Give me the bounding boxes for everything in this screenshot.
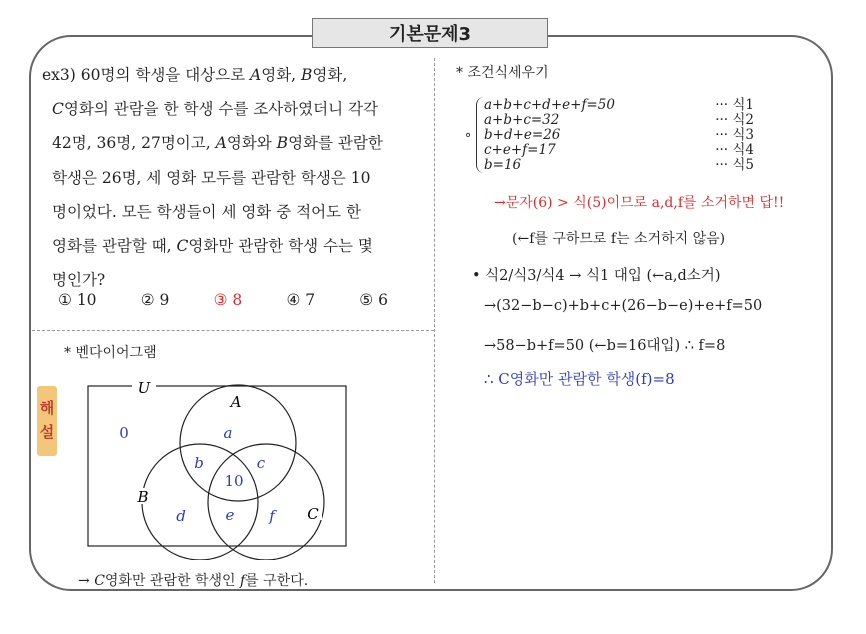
problem-line: C영화의 관람을 한 학생 수를 조사하였더니 각각: [52, 100, 378, 119]
choice-5[interactable]: ⑤ 6: [359, 291, 388, 309]
solution-badge: 해 설: [37, 386, 57, 456]
equation-row: a+b+c=32 ··· 식2: [484, 112, 754, 128]
region-d: d: [176, 507, 186, 525]
region-outside: 0: [119, 424, 129, 442]
problem-line: 42명, 36명, 27명이고, A영화와 B영화를 관람한: [52, 134, 383, 153]
region-e: e: [225, 506, 235, 524]
region-a: a: [223, 424, 233, 442]
problem-line: 명이었다. 모든 학생들이 세 영화 중 적어도 한: [52, 202, 361, 221]
region-center: 10: [224, 472, 244, 490]
equation-system: [484, 98, 754, 173]
expanded-equation: →(32−b−c)+b+c+(26−b−e)+e+f=50: [484, 298, 763, 314]
choice-4[interactable]: ④ 7: [286, 291, 316, 309]
problem-line: 명인가?: [52, 271, 106, 290]
final-answer: ∴ C영화만 관람한 학생(f)=8: [484, 370, 675, 388]
equation-row: b+d+e=26 ··· 식3: [484, 127, 754, 143]
set-b-label: B: [137, 488, 149, 506]
set-c-circle: [208, 444, 324, 560]
region-c: c: [256, 454, 266, 472]
horizontal-divider: [32, 330, 434, 331]
set-a-label: A: [230, 393, 242, 411]
set-c-label: C: [307, 505, 319, 523]
problem-line: ex3) 60명의 학생을 대상으로 A영화, B영화,: [42, 66, 348, 84]
vertical-divider: [434, 58, 435, 583]
page-title: 기본문제3: [312, 18, 548, 48]
keep-f-note: (←f를 구하므로 f는 소거하지 않음): [512, 231, 726, 247]
problem-line: 영화를 관람할 때, C영화만 관람한 학생 수는 몇: [52, 237, 373, 256]
venn-caption: → C영화만 관람한 학생인 f를 구한다.: [78, 573, 309, 589]
solution-heading: * 조건식세우기: [456, 65, 549, 81]
substitution-step: • 식2/식3/식4 → 식1 대입 (←a,d소거): [472, 268, 721, 284]
choice-2[interactable]: ② 9: [140, 291, 170, 309]
answer-choices: [58, 291, 388, 309]
equation-row: a+b+c+d+e+f=50 ··· 식1: [484, 97, 754, 113]
choice-1[interactable]: ① 10: [58, 291, 97, 309]
region-f: f: [269, 507, 275, 525]
region-b: b: [194, 454, 204, 472]
choice-3-correct[interactable]: ③ 8: [213, 291, 243, 309]
venn-diagram: [86, 380, 366, 560]
universe-label: U: [137, 380, 151, 397]
problem-text: [42, 58, 428, 297]
equation-row: c+e+f=17 ··· 식4: [484, 142, 754, 158]
venn-heading: * 벤다이어그램: [64, 345, 157, 361]
simplified-equation: →58−b+f=50 (←b=16대입) ∴ f=8: [484, 338, 726, 354]
bullet-icon: ∘: [464, 128, 473, 143]
elimination-note: →문자(6) > 식(5)이므로 a,d,f를 소거하면 답!!: [494, 195, 785, 211]
problem-line: 학생은 26명, 세 영화 모두를 관람한 학생은 10: [52, 168, 371, 187]
equation-row: b=16 ··· 식5: [484, 157, 754, 173]
